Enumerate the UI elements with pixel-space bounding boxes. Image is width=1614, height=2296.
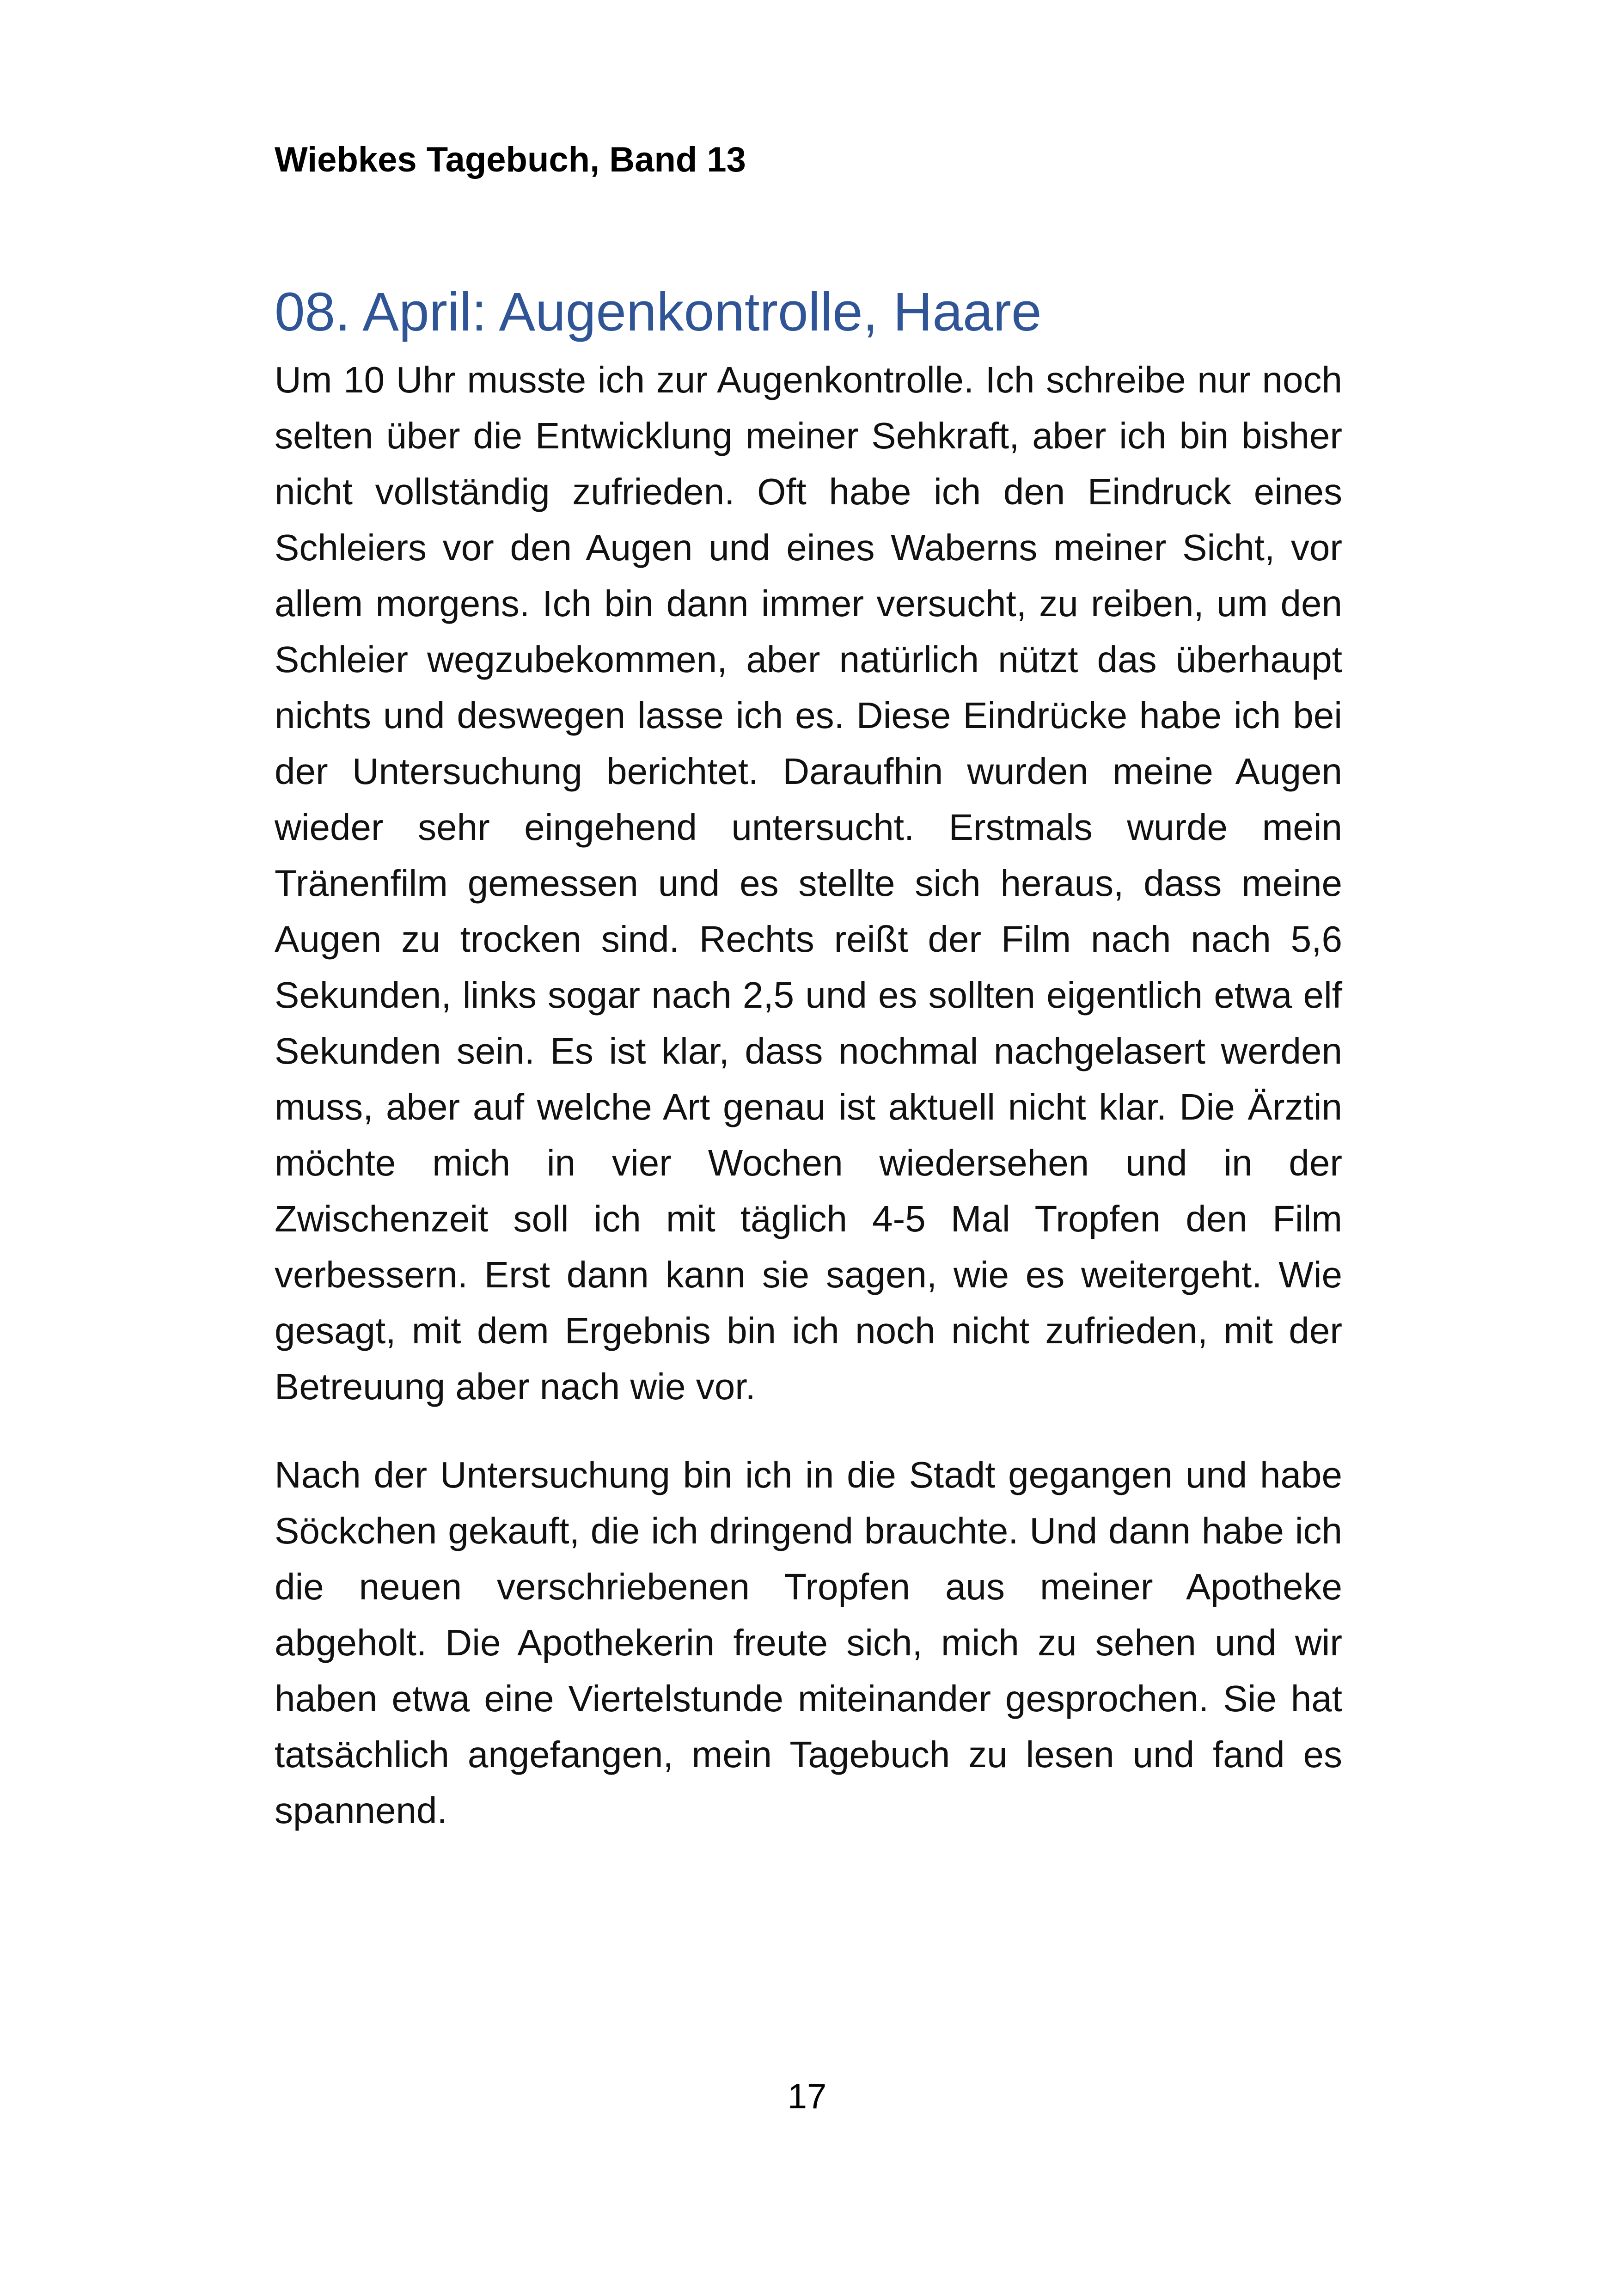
- running-header: Wiebkes Tagebuch, Band 13: [275, 140, 746, 179]
- section-title: 08. April: Augenkontrolle, Haare: [275, 282, 1042, 343]
- page-content: [275, 280, 1342, 1838]
- body-paragraph-2: Nach der Untersuchung bin ich in die Stadt gegangen und habe Söckchen gekauft, die ich dringend brauchte. Und dann habe ich die neuen verschriebenen Tropfen aus meiner Apotheke abgeholt. Die Apothekerin freute sich, mich zu sehen und wir haben etwa eine Viertelstunde miteinander gesprochen. Sie hat tatsächlich angefangen, mein Tagebuch zu lesen und fand es spannend.: [275, 1454, 1342, 1831]
- body-paragraph-1: Um 10 Uhr musste ich zur Augenkontrolle. Ich schreibe nur noch selten über die Entwicklung meiner Sehkraft, aber ich bin bisher nicht vollständig zufrieden. Oft habe ich den Eindruck eines Schleiers vor den Augen und eines Waberns meiner Sicht, vor allem morgens. Ich bin dann immer versucht, zu reiben, um den Schleier wegzubekommen, aber natürlich nützt das überhaupt nichts und deswegen lasse ich es. Diese Eindrücke habe ich bei der Untersuchung berichtet. Daraufhin wurden meine Augen wieder sehr eingehend untersucht. Erstmals wurde mein Tränenfilm gemessen und es stellte sich heraus, dass meine Augen zu trocken sind. Rechts reißt der Film nach nach 5,6 Sekunden, links sogar nach 2,5 und es sollten eigentlich etwa elf Sekunden sein. Es ist klar, dass nochmal nachgelasert werden muss, aber auf welche Art genau ist aktuell nicht klar. Die Ärztin möchte mich in vier Wochen wiedersehen und in der Zwischenzeit soll ich mit täglich 4-5 Mal Tropfen den Film verbessern. Erst dann kann sie sagen, wie es weitergeht. Wie gesagt, mit dem Ergebnis bin ich noch nicht zufrieden, mit der Betreuung aber nach wie vor.: [275, 359, 1342, 1407]
- page-number: 17: [787, 2077, 827, 2116]
